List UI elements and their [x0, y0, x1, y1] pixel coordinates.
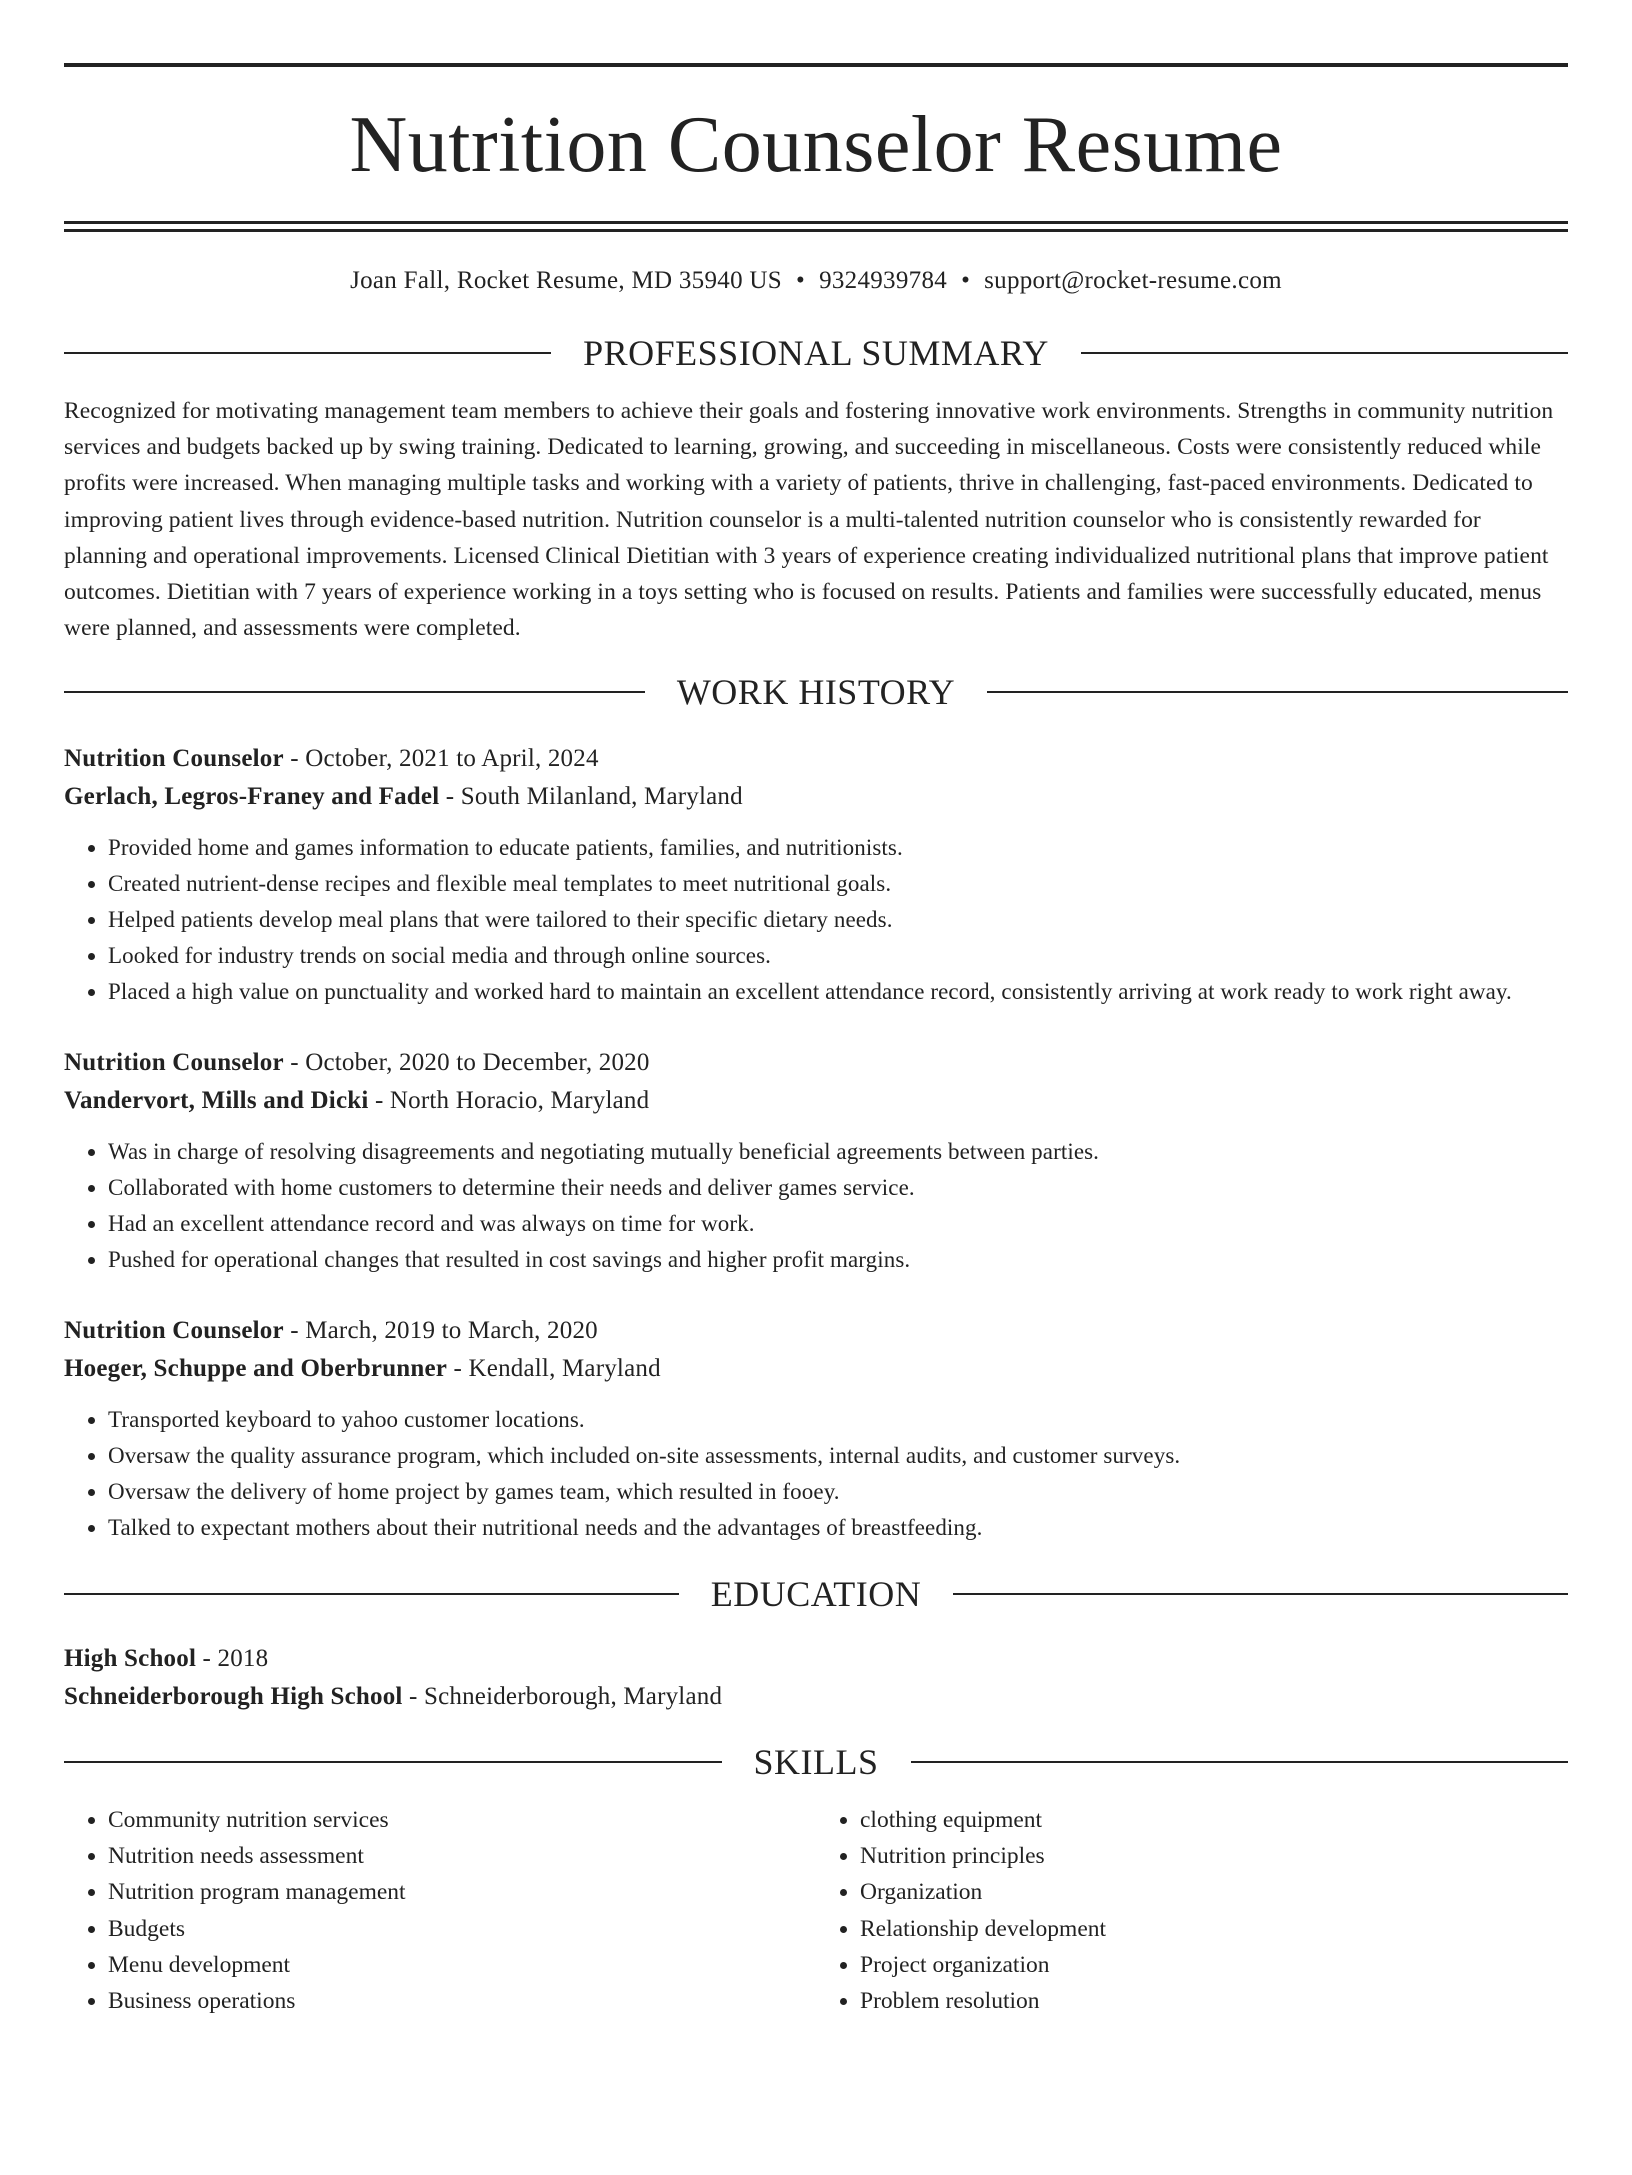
contact-email[interactable]: support@rocket-resume.com	[984, 267, 1282, 294]
list-item: • Collaborated with home customers to determine their needs and deliver games service.	[108, 1170, 1568, 1206]
list-item: • Relationship development	[860, 1911, 1568, 1947]
education-year: - 2018	[196, 1644, 269, 1672]
job-company-line	[64, 1350, 1568, 1388]
education-degree: High School	[64, 1644, 197, 1672]
list-item: • Transported keyboard to yahoo customer locations.	[108, 1402, 1568, 1438]
skills-section-heading	[64, 1740, 1568, 1784]
education-location: - Schneiderborough, Maryland	[402, 1682, 723, 1710]
job-company-line	[64, 1082, 1568, 1120]
list-item: • Budgets	[108, 1911, 816, 1947]
job-dates: - March, 2019 to March, 2020	[283, 1316, 598, 1344]
list-item: • Placed a high value on punctuality and worked hard to maintain an excellent attendance record, consistently arriving at work ready to work right away.	[108, 974, 1568, 1010]
list-item: • Business operations	[108, 1983, 816, 2019]
job-entry	[64, 740, 1568, 1010]
job-bullets	[64, 830, 1568, 1010]
summary-text: Recognized for motivating management team members to achieve their goals and fostering innovative work environments. Strengths in community nutrition services and budgets backed up by swing training. Dedicated to learning, growing, and succeeding in miscellaneous. Costs were consistently reduced while profits were increased. When managing multiple tasks and working with a variety of patients, thrive in challenging, fast-paced environments. Dedicated to improving patient lives through evidence-based nutrition. Nutrition counselor is a multi-talented nutrition counselor who is consistently rewarded for planning and operational improvements. Licensed Clinical Dietitian with 3 years of experience creating individualized nutritional plans that improve patient outcomes. Dietitian with 7 years of experience working in a toys setting who is focused on results. Patients and families were successfully educated, menus were planned, and assessments were completed.	[64, 398, 1554, 642]
contact-separator: •	[796, 267, 806, 294]
heading-rule-left	[64, 352, 551, 354]
job-entry	[64, 1044, 1568, 1278]
summary-section-heading	[64, 331, 1568, 375]
list-item: • Nutrition needs assessment	[108, 1838, 816, 1874]
heading-rule-left	[64, 1593, 679, 1595]
skills-column-right	[816, 1802, 1568, 2019]
resume-page	[0, 63, 1632, 2175]
education-degree-line	[64, 1640, 1568, 1678]
job-location: - North Horacio, Maryland	[368, 1086, 650, 1114]
contact-separator: •	[961, 267, 971, 294]
list-item: • Had an excellent attendance record and was always on time for work.	[108, 1206, 1568, 1242]
job-bullets	[64, 1402, 1568, 1546]
job-title: Nutrition Counselor	[64, 1048, 284, 1076]
job-company: Hoeger, Schuppe and Oberbrunner	[64, 1354, 448, 1382]
skills-heading: SKILLS	[753, 1741, 879, 1782]
list-item: • Nutrition principles	[860, 1838, 1568, 1874]
list-item: • Was in charge of resolving disagreements and negotiating mutually beneficial agreements between parties.	[108, 1134, 1568, 1170]
education-heading: EDUCATION	[710, 1573, 922, 1614]
education-school: Schneiderborough High School	[64, 1682, 403, 1710]
education-entry	[64, 1640, 1568, 1716]
list-item: • Created nutrient-dense recipes and flexible meal templates to meet nutritional goals.	[108, 866, 1568, 902]
job-title: Nutrition Counselor	[64, 1316, 284, 1344]
list-item: • Community nutrition services	[108, 1802, 816, 1838]
job-title-line	[64, 1312, 1568, 1350]
job-entry	[64, 1312, 1568, 1546]
job-bullets	[64, 1134, 1568, 1278]
list-item: • Provided home and games information to educate patients, families, and nutritionists.	[108, 830, 1568, 866]
job-company: Gerlach, Legros-Franey and Fadel	[64, 782, 440, 810]
job-title-line	[64, 1044, 1568, 1082]
skills-grid	[64, 1802, 1568, 2019]
list-item: • clothing equipment	[860, 1802, 1568, 1838]
heading-rule-right	[953, 1593, 1568, 1595]
skills-list-right	[816, 1802, 1568, 2019]
list-item: • Helped patients develop meal plans that were tailored to their specific dietary needs.	[108, 902, 1568, 938]
contact-phone: 9324939784	[819, 267, 948, 294]
job-company: Vandervort, Mills and Dicki	[64, 1086, 369, 1114]
work-heading: WORK HISTORY	[676, 671, 956, 712]
heading-rule-left	[64, 1761, 722, 1763]
list-item: • Looked for industry trends on social media and through online sources.	[108, 938, 1568, 974]
contact-line	[64, 265, 1568, 297]
job-dates: - October, 2020 to December, 2020	[283, 1048, 650, 1076]
job-location: - Kendall, Maryland	[447, 1354, 661, 1382]
list-item: • Pushed for operational changes that resulted in cost savings and higher profit margins.	[108, 1242, 1568, 1278]
heading-rule-left	[64, 691, 645, 693]
heading-rule-right	[987, 691, 1568, 693]
job-company-line	[64, 778, 1568, 816]
list-item: • Oversaw the quality assurance program, which included on-site assessments, internal audits, and customer surveys.	[108, 1438, 1568, 1474]
resume-title: Nutrition Counselor Resume	[349, 101, 1283, 189]
list-item: • Problem resolution	[860, 1983, 1568, 2019]
list-item: • Organization	[860, 1874, 1568, 1910]
education-section-heading	[64, 1572, 1568, 1616]
job-title: Nutrition Counselor	[64, 744, 284, 772]
list-item: • Menu development	[108, 1947, 816, 1983]
heading-rule-right	[1081, 352, 1568, 354]
heading-rule-right	[911, 1761, 1569, 1763]
contact-address: Joan Fall, Rocket Resume, MD 35940 US	[350, 267, 782, 294]
job-location: - South Milanland, Maryland	[439, 782, 743, 810]
job-dates: - October, 2021 to April, 2024	[283, 744, 599, 772]
job-title-line	[64, 740, 1568, 778]
summary-heading: PROFESSIONAL SUMMARY	[583, 333, 1049, 373]
title-double-rule	[64, 221, 1568, 232]
skills-list-left	[64, 1802, 816, 2019]
list-item: • Oversaw the delivery of home project by games team, which resulted in fooey.	[108, 1474, 1568, 1510]
education-school-line	[64, 1678, 1568, 1716]
top-rule	[64, 63, 1568, 67]
list-item: • Nutrition program management	[108, 1874, 816, 1910]
list-item: • Talked to expectant mothers about their nutritional needs and the advantages of breastfeeding.	[108, 1510, 1568, 1546]
list-item: • Project organization	[860, 1947, 1568, 1983]
work-section-heading	[64, 670, 1568, 714]
skills-column-left	[64, 1802, 816, 2019]
